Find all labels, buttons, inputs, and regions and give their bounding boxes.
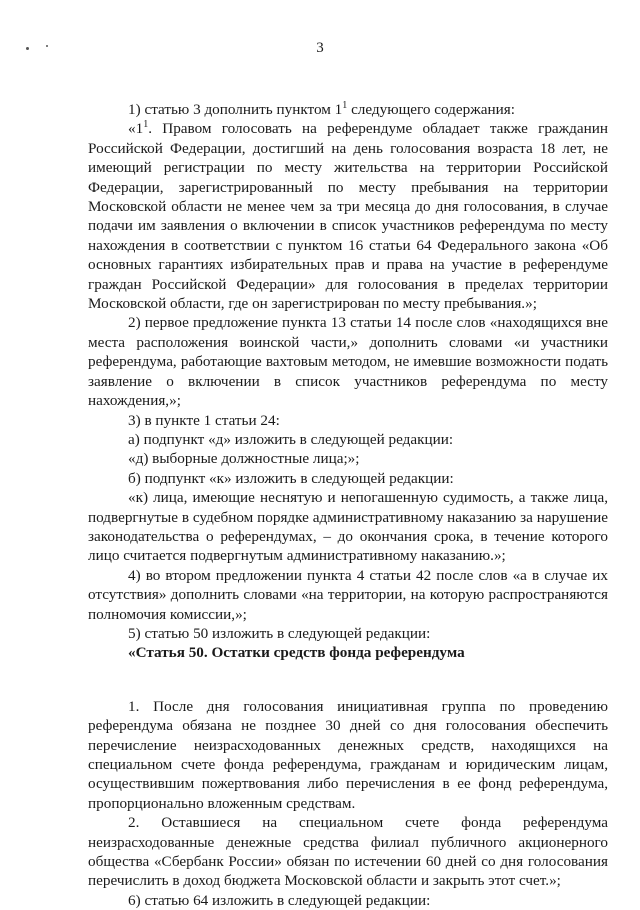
paragraph-subitem-b: б) подпункт «к» изложить в следующей редакции: <box>128 469 454 487</box>
paragraph-subitem-a-text: «д) выборные должностные лица;»; <box>128 450 360 468</box>
paragraph-amendment-2: 2) первое предложение пункта 13 статьи 14 после слов «находящихся вне места расположения воинской части,» дополнить словами «и участники референдума, работающие вахтовым методом, не имевшие возможности подать заявление о включении в список участников референдума по месту нахождения,»; <box>88 314 608 410</box>
paragraph-amendment-1: 1) статью 3 дополнить пунктом $1^1$ следующего содержания: <box>128 99 515 118</box>
document-body <box>88 100 608 910</box>
paragraph-amendment-1-text: «$1^1$. Правом голосовать на референдуме обладает также гражданин Российской Федерации, достигший на день голосования возраста 18 лет, не имеющий регистрации по месту жительства на территории Российской Федерации, зарегистрированный по месту пребывания на территории Московской области не менее чем за три месяца до дня голосования, в случае подачи им заявления о включении в список участников референдума по месту нахождения в соответствии с пунктом 16 статьи 64 Федерального закона «Об основных гарантиях избирательных прав и права на участие в референдуме граждан Российской Федерации» для голосования в пределах территории Московской области, где он зарегистрирован по месту пребывания.»; <box>88 119 608 313</box>
article-clause-1: 1. После дня голосования инициативная группа по проведению референдума обязана не позднее 30 дней со дня голосования обеспечить перечисление неизрасходованных денежных средств, находящихся на специальном счете фонда референдума, гражданам и юридическим лицам, осуществившим пожертвования либо перечисления в ее фонд референдума, пропорционально вложенным средствам. <box>88 697 608 812</box>
paragraph-amendment-4: 4) во втором предложении пункта 4 статьи 42 после слов «а в случае их отсутствия» дополнить словами «на территории, на которую распространяются полномочия комиссии,»; <box>88 566 608 623</box>
paragraph-amendment-3: 3) в пункте 1 статьи 24: <box>128 411 280 429</box>
paragraph-subitem-b-text: «к) лица, имеющие неснятую и непогашенную судимость, а также лица, подвергнутые в судебном порядке административному наказанию за нарушение законодательства о референдумах, – до окончания срока, в течение которого лицо считается подвергнутым административному наказанию.»; <box>88 489 608 565</box>
article-heading: «Статья 50. Остатки средств фонда референдума <box>128 644 465 662</box>
page-number: 3 <box>316 40 324 56</box>
article-clause-2: 2. Оставшиеся на специальном счете фонда референдума неизрасходованные денежные средства филиал публичного акционерного общества «Сбербанк России» обязан по истечении 60 дней со дня голосования перечислить в доход бюджета Московской области и закрыть этот счет.»; <box>88 814 608 890</box>
spacer <box>88 663 608 697</box>
paragraph-amendment-6: 6) статью 64 изложить в следующей редакции: <box>128 891 431 909</box>
paragraph-subitem-a: а) подпункт «д» изложить в следующей редакции: <box>128 430 454 448</box>
paragraph-amendment-5: 5) статью 50 изложить в следующей редакции: <box>128 624 431 642</box>
